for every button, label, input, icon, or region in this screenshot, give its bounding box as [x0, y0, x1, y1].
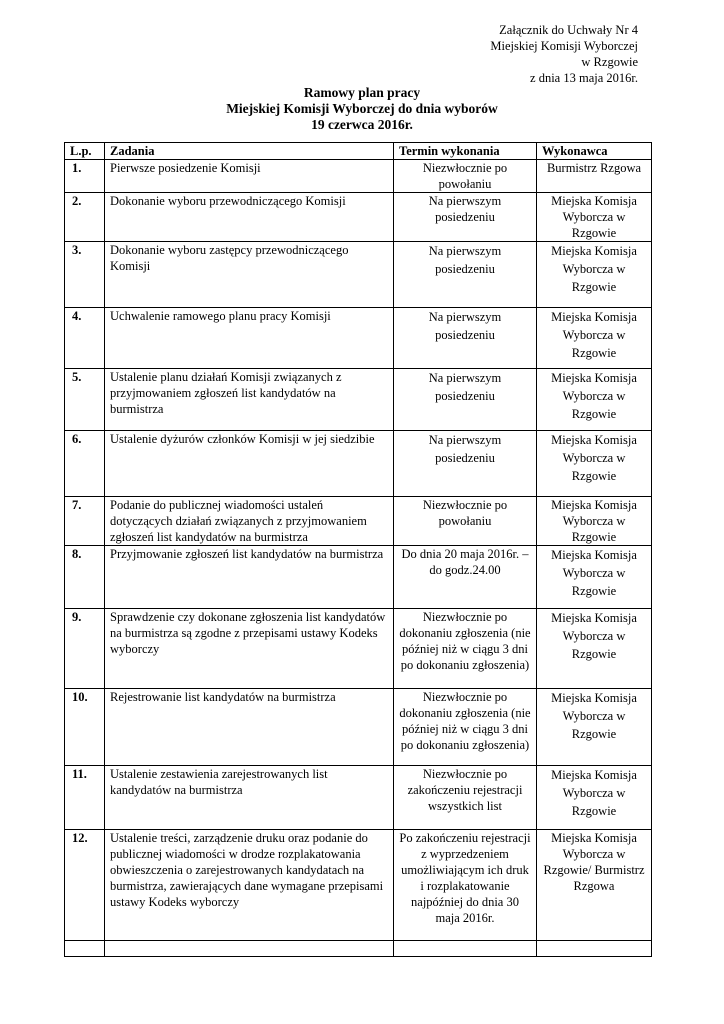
row-deadline: Do dnia 20 maja 2016r. –do godz.24.00 — [394, 546, 537, 609]
table-row — [65, 431, 652, 497]
empty-cell — [105, 941, 394, 957]
row-deadline: Niezwłocznie po zakończeniu rejestracji wszystkich list — [394, 766, 537, 830]
row-number: 12. — [65, 830, 105, 941]
work-plan-table — [64, 142, 652, 957]
table-row — [65, 160, 652, 193]
row-executor: Miejska Komisja Wyborcza w Rzgowie — [537, 689, 652, 766]
row-task: Uchwalenie ramowego planu pracy Komisji — [105, 308, 394, 369]
row-deadline: Niezwłocznie po dokonaniu zgłoszenia (nie później niż w ciągu 3 dni po dokonaniu zgłoszenia) — [394, 689, 537, 766]
header-zadania: Zadania — [105, 143, 394, 160]
row-task: Sprawdzenie czy dokonane zgłoszenia list kandydatów na burmistrza są zgodne z przepisami ustawy Kodeks wyborczy — [105, 609, 394, 689]
document-title — [0, 85, 724, 133]
row-deadline: Na pierwszym posiedzeniu — [394, 193, 537, 242]
row-executor: Miejska Komisja Wyborcza w Rzgowie — [537, 431, 652, 497]
table-row — [65, 609, 652, 689]
row-number: 7. — [65, 497, 105, 546]
row-executor: Burmistrz Rzgowa — [537, 160, 652, 193]
row-task: Dokonanie wyboru zastępcy przewodniczącego Komisji — [105, 242, 394, 308]
row-number: 5. — [65, 369, 105, 431]
table-header-row — [65, 143, 652, 160]
row-executor: Miejska Komisja Wyborcza w Rzgowie — [537, 308, 652, 369]
attachment-line: w Rzgowie — [581, 55, 638, 69]
row-deadline: Na pierwszym posiedzeniu — [394, 431, 537, 497]
row-executor: Miejska Komisja Wyborcza w Rzgowie/ Burmistrz Rzgowa — [537, 830, 652, 941]
table-row — [65, 242, 652, 308]
row-task: Pierwsze posiedzenie Komisji — [105, 160, 394, 193]
row-number: 1. — [65, 160, 105, 193]
row-deadline: Niezwłocznie po dokonaniu zgłoszenia (nie później niż w ciągu 3 dni po dokonaniu zgłoszenia) — [394, 609, 537, 689]
empty-cell — [537, 941, 652, 957]
table-row — [65, 308, 652, 369]
table-row — [65, 546, 652, 609]
row-executor: Miejska Komisja Wyborcza w Rzgowie — [537, 497, 652, 546]
row-number: 6. — [65, 431, 105, 497]
row-task: Ustalenie treści, zarządzenie druku oraz podanie do publicznej wiadomości w drodze rozplakatowania obwieszczenia o zarejestrowanych kandydatach na burmistrza, zawierających dane wymagane przepisami ustawy Kodeks wyborczy — [105, 830, 394, 941]
table-row — [65, 830, 652, 941]
empty-cell — [394, 941, 537, 957]
row-task: Rejestrowanie list kandydatów na burmistrza — [105, 689, 394, 766]
row-executor: Miejska Komisja Wyborcza w Rzgowie — [537, 369, 652, 431]
header-lp: L.p. — [65, 143, 105, 160]
table-row — [65, 369, 652, 431]
table-row-empty — [65, 941, 652, 957]
row-deadline: Na pierwszym posiedzeniu — [394, 369, 537, 431]
row-executor: Miejska Komisja Wyborcza w Rzgowie — [537, 546, 652, 609]
attachment-line: Załącznik do Uchwały Nr 4 — [499, 23, 638, 37]
row-number: 4. — [65, 308, 105, 369]
row-executor: Miejska Komisja Wyborcza w Rzgowie — [537, 242, 652, 308]
row-deadline: Na pierwszym posiedzeniu — [394, 242, 537, 308]
row-number: 3. — [65, 242, 105, 308]
title-line: Miejskiej Komisji Wyborczej do dnia wyborów — [226, 101, 498, 116]
table-row — [65, 193, 652, 242]
row-deadline: Niezwłocznie po powołaniu — [394, 160, 537, 193]
row-number: 11. — [65, 766, 105, 830]
row-number: 10. — [65, 689, 105, 766]
row-number: 9. — [65, 609, 105, 689]
row-task: Ustalenie planu działań Komisji związanych z przyjmowaniem zgłoszeń list kandydatów na burmistrza — [105, 369, 394, 431]
row-task: Przyjmowanie zgłoszeń list kandydatów na burmistrza — [105, 546, 394, 609]
row-executor: Miejska Komisja Wyborcza w Rzgowie — [537, 766, 652, 830]
attachment-date: z dnia 13 maja 2016r. — [530, 71, 638, 85]
row-task: Podanie do publicznej wiadomości ustaleń dotyczących działań związanych z przyjmowaniem zgłoszeń list kandydatów na burmistrza — [105, 497, 394, 546]
row-task: Ustalenie dyżurów członków Komisji w jej siedzibie — [105, 431, 394, 497]
row-deadline: Po zakończeniu rejestracji z wyprzedzeniem umożliwiającym ich druk i rozplakatowanie najpóźniej do dnia 30 maja 2016r. — [394, 830, 537, 941]
row-number: 8. — [65, 546, 105, 609]
title-line: Ramowy plan pracy — [303, 85, 421, 100]
row-task: Dokonanie wyboru przewodniczącego Komisji — [105, 193, 394, 242]
attachment-line: Miejskiej Komisji Wyborczej — [490, 39, 638, 53]
header-termin: Termin wykonania — [394, 143, 537, 160]
row-deadline: Niezwłocznie po powołaniu — [394, 497, 537, 546]
table-row — [65, 497, 652, 546]
row-executor: Miejska Komisja Wyborcza w Rzgowie — [537, 193, 652, 242]
header-wykonawca: Wykonawca — [537, 143, 652, 160]
title-date: 19 czerwca 2016r. — [311, 117, 413, 132]
row-deadline: Na pierwszym posiedzeniu — [394, 308, 537, 369]
row-number: 2. — [65, 193, 105, 242]
row-executor: Miejska Komisja Wyborcza w Rzgowie — [537, 609, 652, 689]
empty-cell — [65, 941, 105, 957]
table-row — [65, 689, 652, 766]
attachment-note — [490, 22, 638, 86]
row-task: Ustalenie zestawienia zarejestrowanych list kandydatów na burmistrza — [105, 766, 394, 830]
table-row — [65, 766, 652, 830]
